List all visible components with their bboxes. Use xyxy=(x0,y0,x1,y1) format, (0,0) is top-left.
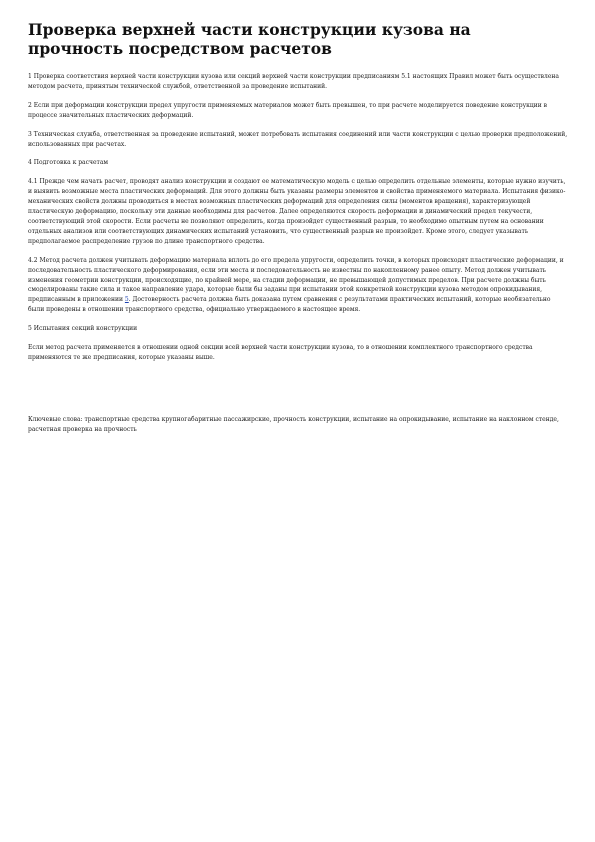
paragraph-2: 2 Если при деформации конструкции предел упругости применяемых материалов может быть превышен, то при расчете моделируется поведение конструкции в процессе значительных пластических деформаций. xyxy=(28,101,547,119)
paragraph-4-1: 4.1 Прежде чем начать расчет, проводят анализ конструкции и создают ее математическую модель с целью определить отдельные элементы, которые нужно изучить, и выявить возможные места пластических деформаций. Для этого должны быть указаны размеры элементов и свойства применяемого материала. Испытания физико-механических свойств должны проводиться в местах возможных пластических деформаций для определения силы (моментов вращения), характеризующей пластическую деформацию, поскольку эти данные необходимы для расчетов. Далее определяются скорость деформации и динамический предел текучести, соответствующий этой скорости. Если расчеты не позволяют определить, когда произойдет существенный разрыв, то необходимо опытным путем на основании отдельных анализов или соответствующих динамических испытаний установить, что существенный разрыв не произойдет. Кроме этого, следует указывать предполагаемое распределение грузов по длине транспортного средства. xyxy=(28,178,566,245)
paragraph-3: 3 Техническая служба, ответственная за проведение испытаний, может потребовать испытания соединений или части конструкции с целью проверки предположений, использованных при расчетах. xyxy=(28,130,568,148)
annex-5-link[interactable]: 5 xyxy=(124,296,129,304)
document-title: Проверка верхней части конструкции кузова на прочность посредством расчетов xyxy=(28,20,471,58)
section-heading-4: 4 Подготовка к расчетам xyxy=(28,159,109,167)
paragraph-4-2-text-start: 4.2 Метод расчета должен учитывать деформацию материала вплоть до его предела упругости, определить точки, в которых происходят пластические деформации, и последовательность пластического деформирования, если эти места и последовательность не известны по накопленному ранее опыту. Метод должен учитывать изменения геометрии конструкции, происходящие, по крайней мере, на стадии деформации, не превышающей допустимых пределов. При расчете должны быть смоделированы такие сила и такое направление удара, которые были бы заданы при испытании этой конкретной конструкции кузова методом опрокидывания, предписанным в приложении xyxy=(28,256,564,304)
paragraph-4-2 xyxy=(28,256,568,315)
section-heading-5: 5 Испытания секций конструкции xyxy=(28,325,138,333)
paragraph-1: 1 Проверка соответствия верхней части конструкции кузова или секций верхней части конструкции предписаниям 5.1 настоящих Правил может быть осуществлена методом расчета, принятым технической службой, ответственной за проведение испытаний. xyxy=(28,73,559,90)
keywords-paragraph: Ключевые слова: транспортные средства крупногабаритные пассажирские, прочность конструкции, испытание на опрокидывание, испытание на наклонном стенде, расчетная проверка на прочность xyxy=(28,415,559,433)
document-page xyxy=(28,20,568,444)
paragraph-5: Если метод расчета применяется в отношении одной секции всей верхней части конструкции кузова, то в отношении комплектного транспортного средства применяются те же предписания, которые указаны выше. xyxy=(28,344,533,361)
paragraph-4-2-text-end: . Достоверность расчета должна быть доказана путем сравнения с результатами практических испытаний, которые необязательно были проведены в отношении транспортного средства, официально утверждаемого в настоящее время. xyxy=(28,296,551,314)
